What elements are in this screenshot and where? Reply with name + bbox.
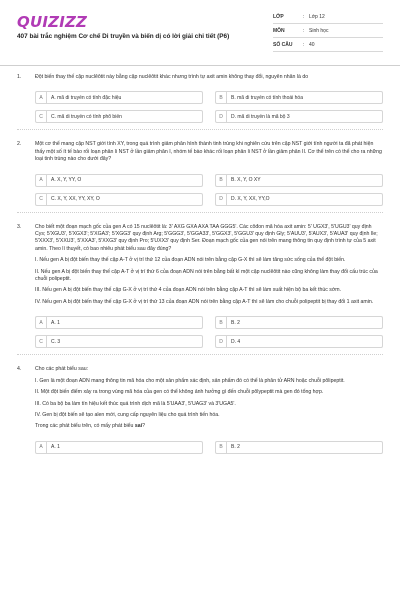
option-letter: C [36, 336, 47, 347]
answer-options [35, 91, 383, 123]
meta-value: Sinh học [309, 27, 329, 34]
option-letter: A [36, 317, 47, 328]
option-letter: C [36, 194, 47, 205]
option-text: D. X, Y, XX, YY,O [231, 196, 270, 203]
meta-value: 40 [309, 41, 315, 48]
option-letter: B [216, 92, 227, 103]
meta-row-class [273, 10, 383, 24]
meta-row-subject [273, 24, 383, 38]
option-text: B. 2 [231, 444, 240, 451]
option-b[interactable] [215, 316, 383, 329]
statement-4: IV. Nếu gen A bị đột biến thay thế cặp G-X ở vị trí thứ 13 của đoạn ADN nói trên bằng cặp A-T thì sẽ làm cho chuỗi polipeptit bị thay đổi 1 axit amin. [35, 298, 374, 305]
option-text: B. mã di truyền có tính thoái hóa [231, 94, 303, 101]
question-divider [17, 129, 383, 130]
question-list [17, 74, 383, 465]
statement-2: II. Một đột biến điểm xảy ra trong vùng mã hóa của gen có thể không ảnh hưởng gì đến chuỗi pôlypeptit mà gen đó tổng hợp. [35, 389, 324, 396]
option-letter: C [36, 111, 47, 122]
page-title: 407 bài trắc nghiệm Cơ chế Di truyền và biến dị có lời giải chi tiết (P6) [17, 33, 230, 40]
question-text: Đột biến thay thế cặp nuclêôtit này bằng cặp nuclêôtit khác nhưng trình tự axit amin không thay đổi, nguyên nhân là do [35, 74, 309, 80]
meta-label: SỐ CÂU [273, 41, 293, 48]
question-4 [17, 366, 383, 453]
prompt-prefix: Trong các phát biểu trên, có mấy phát biểu [35, 423, 135, 430]
option-text: C. mã di truyền có tính phổ biến [51, 113, 122, 120]
option-a[interactable] [35, 316, 203, 329]
option-a[interactable] [35, 91, 203, 104]
option-text: A. mã di truyền có tính đặc hiệu [51, 94, 122, 101]
option-c[interactable] [35, 193, 203, 206]
option-text: B. 2 [231, 319, 240, 326]
meta-separator: : [303, 27, 305, 34]
question-prompt [35, 423, 383, 430]
prompt-emphasis: sai [134, 423, 143, 430]
option-text: C. 3 [51, 338, 61, 345]
meta-label: MÔN [273, 27, 285, 34]
statement-2: II. Nếu gen A bị đột biến thay thế cặp A-T ở vị trí thứ 6 của đoạn ADN nói trên bằng bất kì một cặp nuclêôtit nào cũng không làm thay đổi cấu trúc của chuỗi polipeptit. [35, 268, 378, 283]
option-a[interactable] [35, 174, 203, 187]
question-1 [17, 74, 383, 130]
meta-value: Lớp 12 [309, 13, 325, 20]
answer-options [35, 441, 383, 454]
option-b[interactable] [215, 91, 383, 104]
header-divider [0, 65, 400, 66]
option-text: A. 1 [51, 444, 60, 451]
question-text: Một cơ thể mang cặp NST giới tính XY, trong quá trình giảm phân hình thành tinh trùng khi nghiên cứu trên cặp NST giới tính người ta đã phát hiện thấy một số ít tế bào rối loạn phân li NST ở lần giảm phân I, nhóm tế bào khác rối loạn phân li NST ở lần giảm phân II. Cơ thể trên có thể cho ra những loại tinh trùng nào cho dưới đây? [35, 141, 382, 163]
option-b[interactable] [215, 174, 383, 187]
option-letter: B [216, 175, 227, 186]
header [17, 0, 383, 60]
option-d[interactable] [215, 335, 383, 348]
option-a[interactable] [35, 441, 203, 454]
option-letter: D [216, 111, 227, 122]
statement-1: I. Gen là một đoạn ADN mang thông tin mã hóa cho một sản phẩm xác định, sản phẩm đó có thể là phân tử ARN hoặc chuỗi pôlipeptit. [35, 377, 345, 384]
meta-separator: : [303, 41, 305, 48]
statement-1: I. Nếu gen A bị đột biến thay thế cặp A-T ở vị trí thứ 12 của đoạn ADN nói trên bằng cặp G-X thì sẽ làm tăng sức sống của thể đột biến. [35, 257, 346, 264]
meta-separator: : [303, 13, 305, 20]
question-number: 2. [17, 141, 22, 148]
option-letter: D [216, 194, 227, 205]
statement-4: IV. Gen bị đột biến sẽ tạo alen mới, cung cấp nguyên liệu cho quá trình tiến hóa. [35, 411, 220, 418]
question-2 [17, 141, 383, 212]
question-number: 4. [17, 366, 22, 373]
question-text: Cho biết một đoạn mạch gốc của gen A có 15 nuclêôtit là: 3' AXG GXA AXA TAA GGG5'. Các côđon mã hóa axit amin: 5' UGX3', 5'UGU3' quy định Cys; 5'XGU3', 5'XGX3'; 5'XGA3'; 5'XGG3' quy định Arg; 5'GGG3', 5'GGA33', 5'GGX3', 5'GGU3' quy định Gly; 5'AUU3', 5'AUX3', 5'AUA3' quy định Ile; 5'XXX3', 5'XXU3', 5'XXA3', 5'XXG3' quy định Pro; 5'UXX3' quy định Ser. Đoạn mạch gốc của gen nói trên mang thông tin quy định trình tự của 5 axit amin. Theo lí thuyết, có bao nhiêu phát biểu sau đây đúng? [35, 223, 378, 252]
statement-3: III. Có ba bộ ba làm tín hiệu kết thúc quá trình dịch mã là 5'UAA3', 5'UAG3' và 3'UGA5'. [35, 400, 236, 407]
option-c[interactable] [35, 110, 203, 123]
quizizz-logo: QUIZIZZ [17, 13, 88, 31]
option-text: C. X, Y, XX, YY, XY, O [51, 196, 100, 203]
meta-label: LỚP [273, 13, 284, 20]
question-text: Cho các phát biểu sau: [35, 366, 89, 373]
question-number: 3. [17, 223, 22, 230]
option-letter: A [36, 92, 47, 103]
option-d[interactable] [215, 193, 383, 206]
option-letter: A [36, 442, 47, 453]
option-letter: B [216, 317, 227, 328]
statement-3: III. Nếu gen A bị đột biến thay thế cặp G-X ở vị trí thứ 4 của đoạn ADN nói trên bằng cặp A-T thì sẽ làm xuất hiện bộ ba kết thúc sớm. [35, 287, 342, 294]
question-3 [17, 224, 383, 356]
option-letter: A [36, 175, 47, 186]
answer-options [35, 316, 383, 348]
option-letter: B [216, 442, 227, 453]
answer-options [35, 174, 383, 206]
option-b[interactable] [215, 441, 383, 454]
option-text: A. X, Y, YY, O [51, 177, 82, 184]
prompt-suffix: ? [142, 423, 145, 430]
option-d[interactable] [215, 110, 383, 123]
question-divider [17, 354, 383, 355]
option-text: A. 1 [51, 319, 60, 326]
option-text: D. 4 [231, 338, 241, 345]
question-divider [17, 212, 383, 213]
meta-table [273, 10, 383, 52]
question-number: 1. [17, 74, 22, 80]
meta-row-count [273, 38, 383, 52]
option-letter: D [216, 336, 227, 347]
option-text: D. mã di truyền là mã bộ 3 [231, 113, 290, 120]
option-c[interactable] [35, 335, 203, 348]
option-text: B. X, Y, O XY [231, 177, 261, 184]
